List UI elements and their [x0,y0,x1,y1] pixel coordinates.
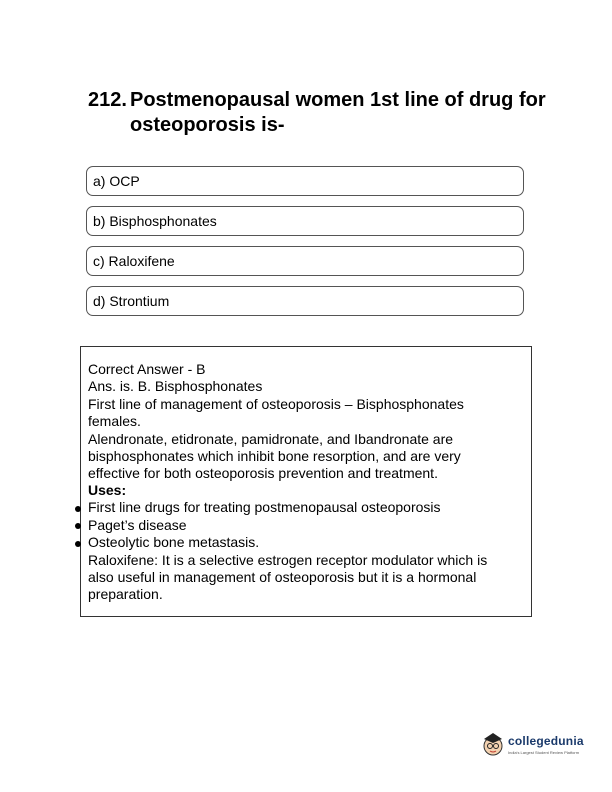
answer-text-line: Alendronate, etidronate, pamidronate, and Ibandronate are [88,431,454,447]
logo-name: collegedunia [508,734,584,748]
uses-list-item: Osteolytic bone metastasis. [88,534,260,550]
option-a[interactable]: a) OCP [86,166,524,196]
question-text: Postmenopausal women 1st line of drug for osteoporosis is- [130,89,546,136]
answer-text-line: bisphosphonates which inhibit bone resorption, and are very [88,448,461,464]
answer-text-line: females. [88,413,141,429]
answer-text-line: effective for both osteoporosis prevention and treatment. [88,465,438,481]
option-c[interactable]: c) Raloxifene [86,246,524,276]
bullet-icon [75,541,81,547]
option-b[interactable]: b) Bisphosphonates [86,206,524,236]
option-d[interactable]: d) Strontium [86,286,524,316]
uses-list-item: First line drugs for treating postmenopausal osteoporosis [88,499,441,515]
correct-answer-line: Correct Answer - B [88,361,206,377]
raloxifene-text-line: Raloxifene: It is a selective estrogen receptor modulator which is [88,552,488,568]
answer-title-line: Ans. is. B. Bisphosphonates [88,378,263,394]
uses-list-item: Paget’s disease [88,517,187,533]
answer-text-line: First line of management of osteoporosis – Bisphosphonates [88,396,464,412]
raloxifene-text-line: also useful in management of osteoporosis but it is a hormonal [88,569,477,585]
uses-heading: Uses: [88,482,127,498]
bullet-icon [75,506,81,512]
question-number: 212. [88,89,127,111]
bullet-icon [75,523,81,529]
logo-tagline: India's Largest Student Review Platform [508,750,580,755]
raloxifene-text-line: preparation. [88,586,163,602]
